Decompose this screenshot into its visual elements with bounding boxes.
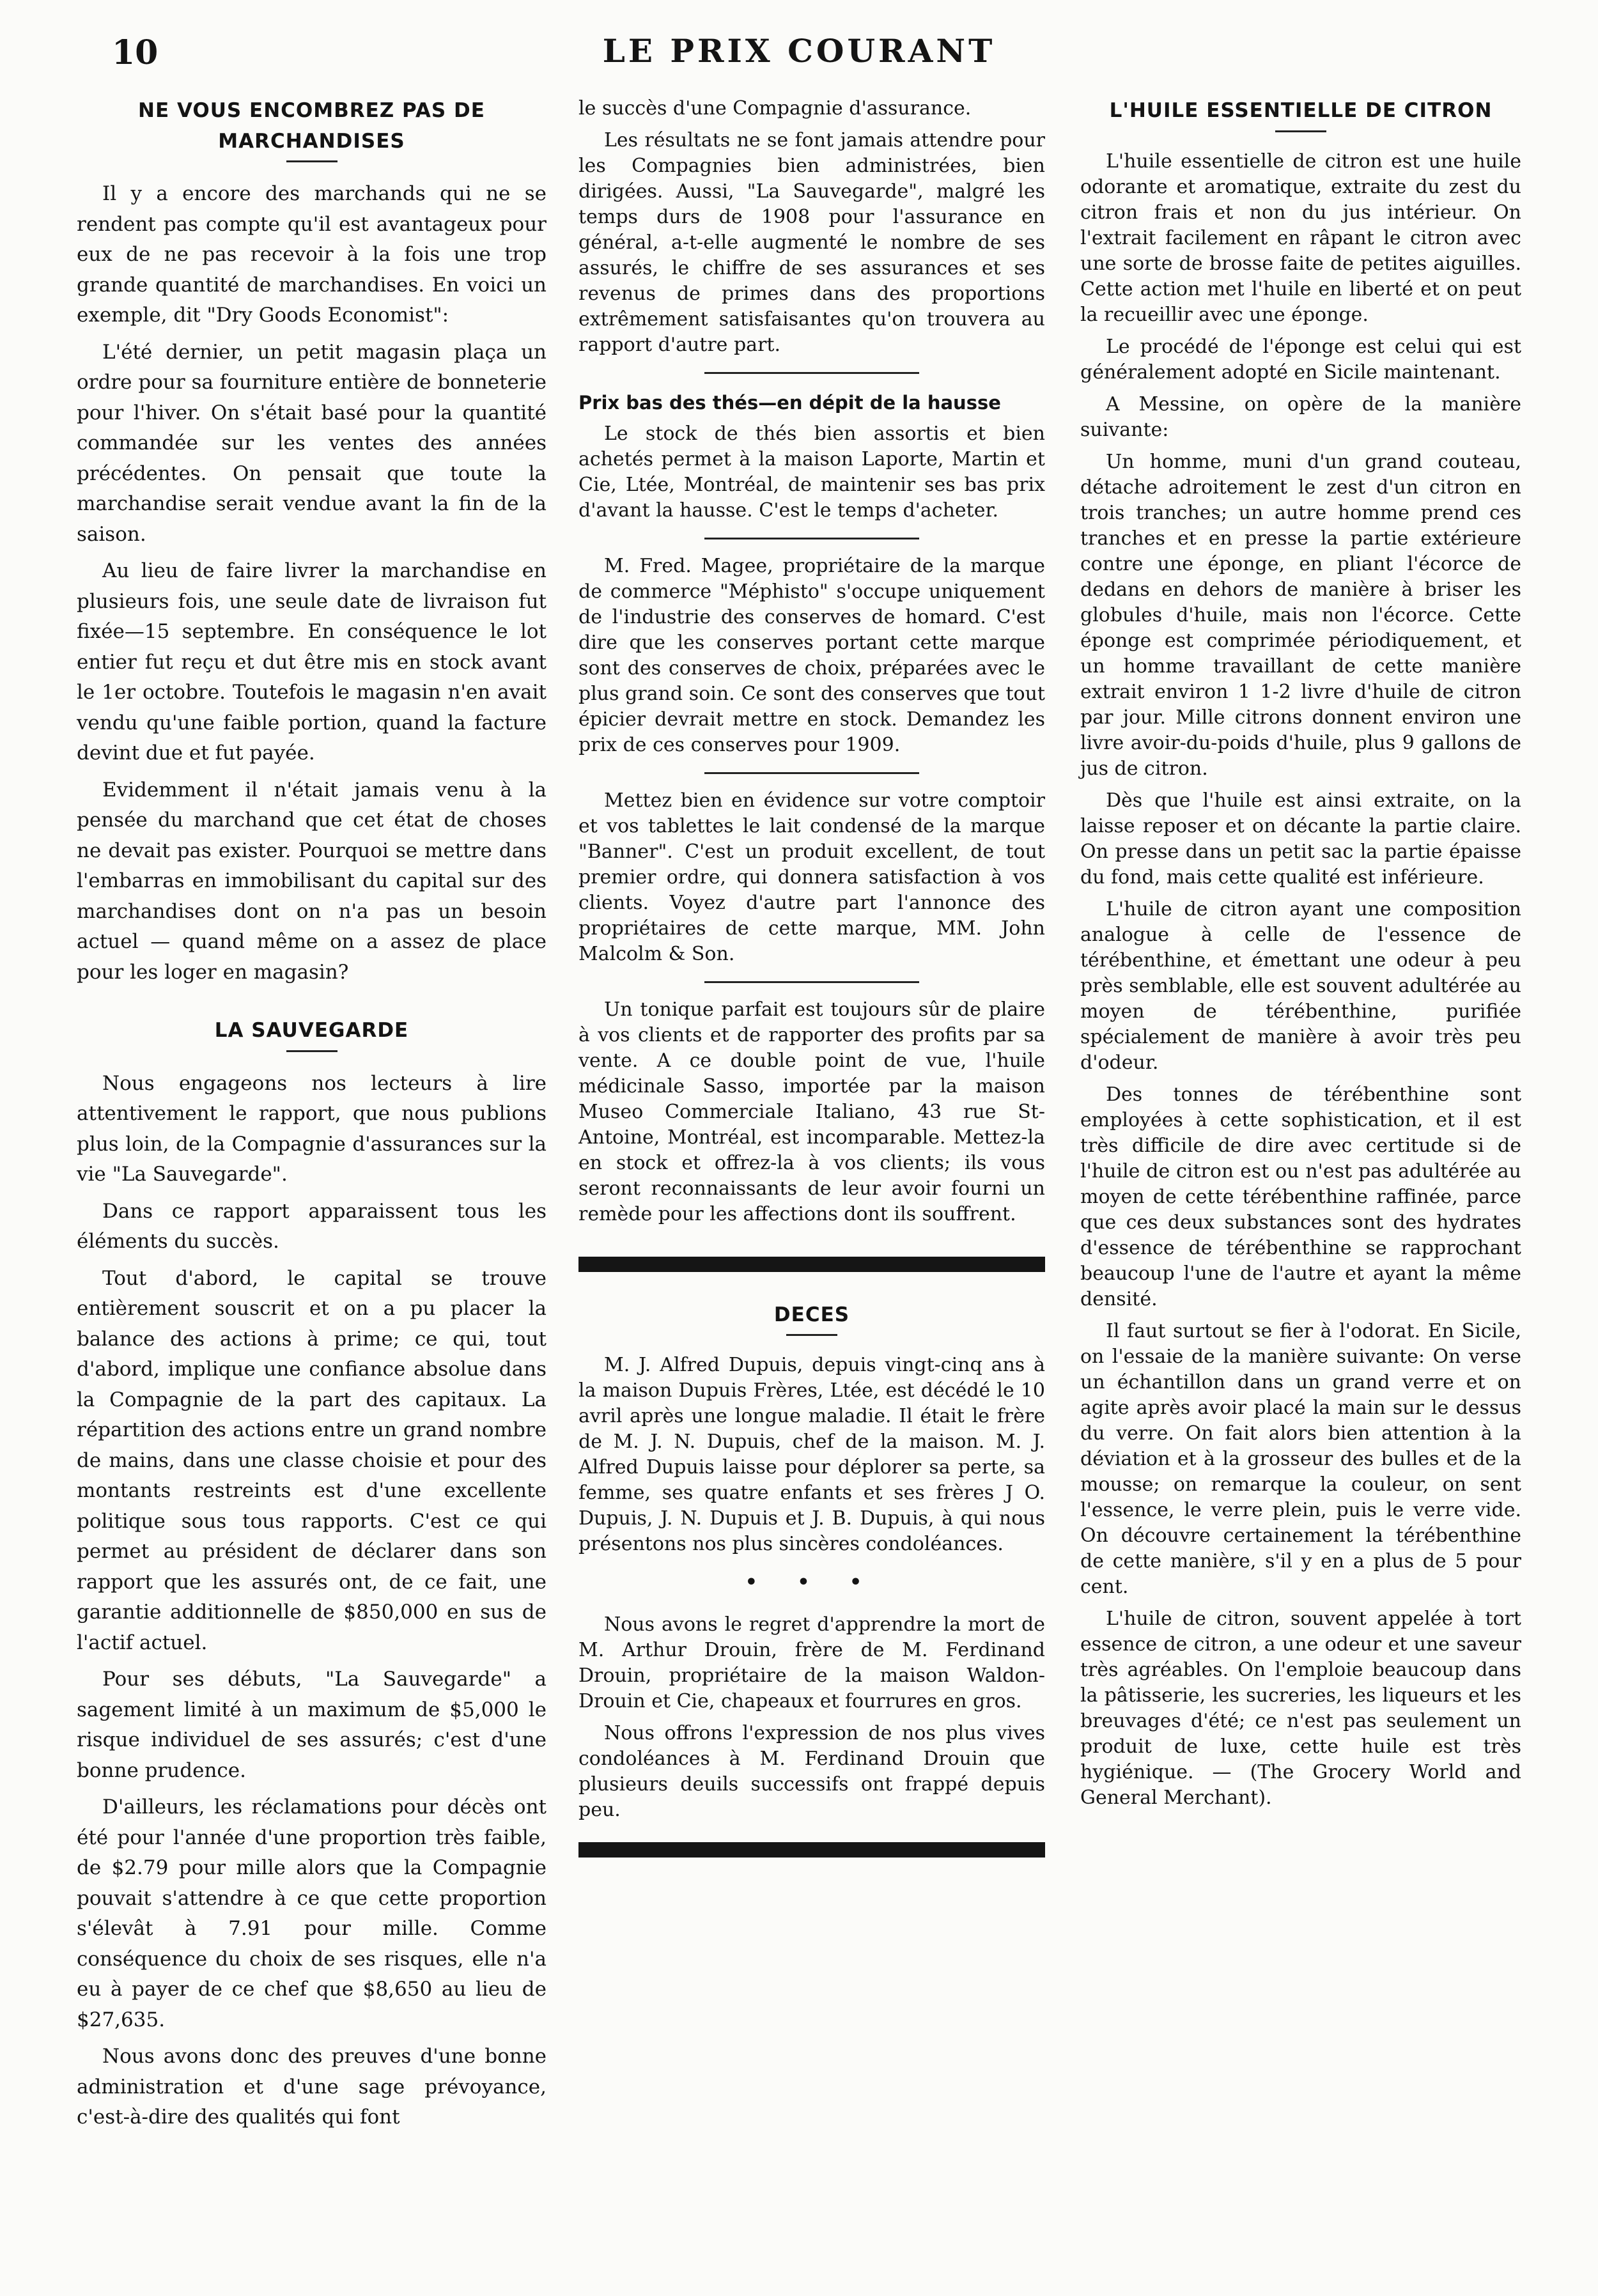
paragraph: Des tonnes de térébenthine sont employées à cette sophistication, et il est très difficile de dire avec certitude si de l'huile de citron est ou n'est pas adultérée au moyen de cette térébenthine raffinée, parce que ces deux substances sont des hydrates d'essence de térébenthine se rapprochant beaucoup l'une de l'autre et ayant la même densité. bbox=[1080, 1083, 1521, 1310]
paragraph: le succès d'une Compagnie d'assurance. bbox=[578, 97, 972, 120]
paragraph: M. J. Alfred Dupuis, depuis vingt-cinq ans à la maison Dupuis Frères, Ltée, est décédé le 10 avril après une longue maladie. Il était le frère de M. J. N. Dupuis, chef de la maison. M. J. Alfred Dupuis laisse pour déplorer sa perte, sa femme, ses quatre enfants et ses frères J O. Dupuis, J. N. Dupuis et J. B. Dupuis, à qui nous présentons nos plus sincères condoléances. bbox=[578, 1354, 1045, 1555]
column-1 bbox=[77, 96, 547, 2139]
masthead: LE PRIX COURANT bbox=[602, 32, 996, 70]
paragraph: Au lieu de faire livrer la marchandise en plusieurs fois, une seule date de livraison fut fixée—15 septembre. En conséquence le lot entier fut reçu et dut être mis en stock avant le 1er octobre. Toutefois le magasin n'en avait vendu qu'une faible portion, quand la facture devint due et fut payée. bbox=[77, 559, 547, 764]
section-bar bbox=[578, 1257, 1045, 1272]
paragraph: Mettez bien en évidence sur votre comptoir et vos tablettes le lait condensé de la marque "Banner". C'est un produit excellent, de tout premier ordre, qui donnera satisfaction à vos clients. Voyez d'autre part l'annonce des propriétaires de cette marque, MM. John Malcolm & Son. bbox=[578, 789, 1045, 965]
paragraph: L'été dernier, un petit magasin plaça un ordre pour sa fourniture entière de bonneterie pour l'hiver. On s'était basé pour la quantité commandée sur les ventes des années précédentes. On pensait que toute la marchandise serait vendue avant la fin de la saison. bbox=[77, 340, 547, 546]
article-title-sauvegarde: LA SAUVEGARDE bbox=[214, 1019, 409, 1042]
paragraph: M. Fred. Magee, propriétaire de la marque de commerce "Méphisto" s'occupe uniquement de l'industrie des conserves de homard. C'est dire que les conserves portant cette marque sont des conserves de choix, préparées avec le plus grand soin. Ce sont des conserves que tout épicier devrait mettre en stock. Demandez les prix de ces conserves pour 1909. bbox=[578, 554, 1045, 756]
page-header bbox=[0, 26, 1598, 77]
paragraph: Le procédé de l'éponge est celui qui est généralement adopté en Sicile maintenant. bbox=[1080, 335, 1521, 384]
title-rule bbox=[286, 1050, 337, 1052]
page-number: 10 bbox=[112, 33, 159, 72]
column-2 bbox=[578, 96, 1045, 1886]
paragraph: Tout d'abord, le capital se trouve entièrement souscrit et on a pu placer la balance des actions à prime; ce qui, tout d'abord, implique une confiance absolue dans la Compagnie de la part des capitaux. La répartition des actions entre un grand nombre de mains, dans une classe choisie et pour des montants restreints est d'une excellente politique sous tous rapports. C'est ce qui permet au président de déclarer dans son rapport que les assurés ont, de ce fait, une garantie additionnelle de $850,000 en sus de l'actif actuel. bbox=[77, 1266, 547, 1654]
title-rule bbox=[1275, 130, 1326, 132]
article-title-deces: DECES bbox=[773, 1303, 850, 1326]
paragraph: Dès que l'huile est ainsi extraite, on la laisse reposer et on décante la partie claire. On presse dans un petit sac la partie épaisse du fond, mais cette qualité est inférieure. bbox=[1080, 789, 1521, 888]
paragraph: Un homme, muni d'un grand couteau, détache adroitement le zest d'un citron en trois tranches; un autre homme prend ces tranches et en presse la partie extérieure contre une éponge, en pliant l'écorce de dedans en dehors de manière à briser les globules d'huile, mais non l'écorce. Cette éponge est comprimée périodiquement, et un homme travaillant de cette manière extrait environ 1 1-2 livre d'huile de citron par jour. Mille citrons donnent environ une livre avoir-du-poids d'huile, plus 9 gallons de jus de citron. bbox=[1080, 450, 1521, 780]
tea-headline: Prix bas des thés—en dépit de la hausse bbox=[578, 392, 1001, 414]
paragraph: Le stock de thés bien assortis et bien achetés permet à la maison Laporte, Martin et Cie, Ltée, Montréal, de maintenir ses bas prix d'avant la hausse. C'est le temps d'acheter. bbox=[578, 422, 1045, 522]
paragraph: Il faut surtout se fier à l'odorat. En Sicile, on l'essaie de la manière suivante: On verse un échantillon dans un grand verre et on agite après avoir placé la main sur le dessus du verre. On fait alors bien attention à la déviation et à la grosseur des bulles et de la mousse; on remarque la couleur, on sent l'essence, le verre plein, puis le verre vide. On découvre certainement la térébenthine de cette manière, s'il y en a plus de 5 pour cent. bbox=[1080, 1319, 1521, 1598]
title-rule bbox=[786, 1334, 837, 1336]
section-bar bbox=[578, 1842, 1045, 1858]
paragraph: L'huile de citron ayant une composition analogue à celle de l'essence de térébenthine, et émettant une odeur à peu près semblable, elle est souvent adultérée au moyen de térébenthine, purifiée spécialement de manière à avoir très peu d'odeur. bbox=[1080, 897, 1521, 1074]
paragraph: Nous avons le regret d'apprendre la mort de M. Arthur Drouin, frère de M. Ferdinand Drouin, propriétaire de la maison Waldon-Drouin et Cie, chapeaux et fourrures en gros. bbox=[578, 1613, 1045, 1712]
section-rule bbox=[704, 772, 919, 774]
paragraph: Nous offrons l'expression de nos plus vives condoléances à M. Ferdinand Drouin que plusieurs deuils successifs ont frappé depuis peu. bbox=[578, 1721, 1045, 1821]
paragraph: Les résultats ne se font jamais attendre pour les Compagnies bien administrées, bien dirigées. Aussi, "La Sauvegarde", malgré les temps durs de 1908 pour l'assurance en général, a-t-elle augmenté le nombre de ses assurés, le chiffre de ses assurances et ses revenus de primes dans des proportions extrêmement satisfaisantes qu'on trouvera au rapport d'autre part. bbox=[578, 129, 1045, 356]
column-3 bbox=[1080, 96, 1521, 1817]
paragraph: Un tonique parfait est toujours sûr de plaire à vos clients et de rapporter des profits par sa vente. A ce double point de vue, l'huile médicinale Sasso, importée par la maison Museo Commerciale Italiano, 43 rue St-Antoine, Montréal, est incomparable. Mettez-la en stock et offrez-la à vos clients; ils vous seront reconnaissants de leur avoir fourni un remède pour les affections dont ils souffrent. bbox=[578, 998, 1045, 1225]
section-rule bbox=[704, 372, 919, 374]
paragraph: Pour ses débuts, "La Sauvegarde" a sagement limité à un maximum de $5,000 le risque individuel de ses assurés; c'est d'une bonne prudence. bbox=[77, 1668, 547, 1782]
paragraph: Il y a encore des marchands qui ne se rendent pas compte qu'il est avantageux pour eux de ne pas recevoir à la fois une trop grande quantité de marchandises. En voici un exemple, dit "Dry Goods Economist": bbox=[77, 182, 547, 327]
paragraph: Nous avons donc des preuves d'une bonne administration et d'une sage prévoyance, c'est-à-dire des qualités qui font bbox=[77, 2045, 547, 2129]
paragraph: Dans ce rapport apparaissent tous les éléments du succès. bbox=[77, 1199, 547, 1253]
section-rule bbox=[704, 981, 919, 983]
paragraph: A Messine, on opère de la manière suivante: bbox=[1080, 392, 1521, 441]
article-title-encombrez: NE VOUS ENCOMBREZ PAS DE MARCHANDISES bbox=[138, 99, 485, 153]
section-rule bbox=[704, 538, 919, 539]
paragraph: Nous engageons nos lecteurs à lire attentivement le rapport, que nous publions plus loin, de la Compagnie d'assurances sur la vie "La Sauvegarde". bbox=[77, 1071, 547, 1186]
dots-separator: • • • bbox=[745, 1571, 879, 1594]
paragraph: Evidemment il n'était jamais venu à la pensée du marchand que cet état de choses ne devait pas exister. Pourquoi se mettre dans l'embarras en immobilisant du capital sur des marchandises dont on n'a pas un besoin actuel — quand même on a assez de place pour les loger en magasin? bbox=[77, 778, 547, 984]
title-rule bbox=[286, 160, 337, 162]
paragraph: L'huile essentielle de citron est une huile odorante et aromatique, extraite du zest du citron frais et non du jus intérieur. On l'extrait facilement en râpant le citron avec une sorte de brosse faite de petites aiguilles. Cette action met l'huile en liberté et on peut la recueillir avec une éponge. bbox=[1080, 150, 1521, 326]
paragraph: L'huile de citron, souvent appelée à tort essence de citron, a une odeur et une saveur très agréables. On l'emploie beaucoup dans la pâtisserie, les sucreries, les liqueurs et les breuvages d'été; ce n'est pas seulement un produit de luxe, cette huile est très hygiénique. — (The Grocery World and General Merchant). bbox=[1080, 1607, 1521, 1809]
article-title-huile: L'HUILE ESSENTIELLE DE CITRON bbox=[1109, 99, 1493, 122]
paragraph: D'ailleurs, les réclamations pour décès ont été pour l'année d'une proportion très faible, de $2.79 pour mille alors que la Compagnie pouvait s'attendre à ce que cette proportion s'élevât à 7.91 pour mille. Comme conséquence du choix de ses risques, elle n'a eu à payer de ce chef que $8,650 au lieu de $27,635. bbox=[77, 1796, 547, 2031]
